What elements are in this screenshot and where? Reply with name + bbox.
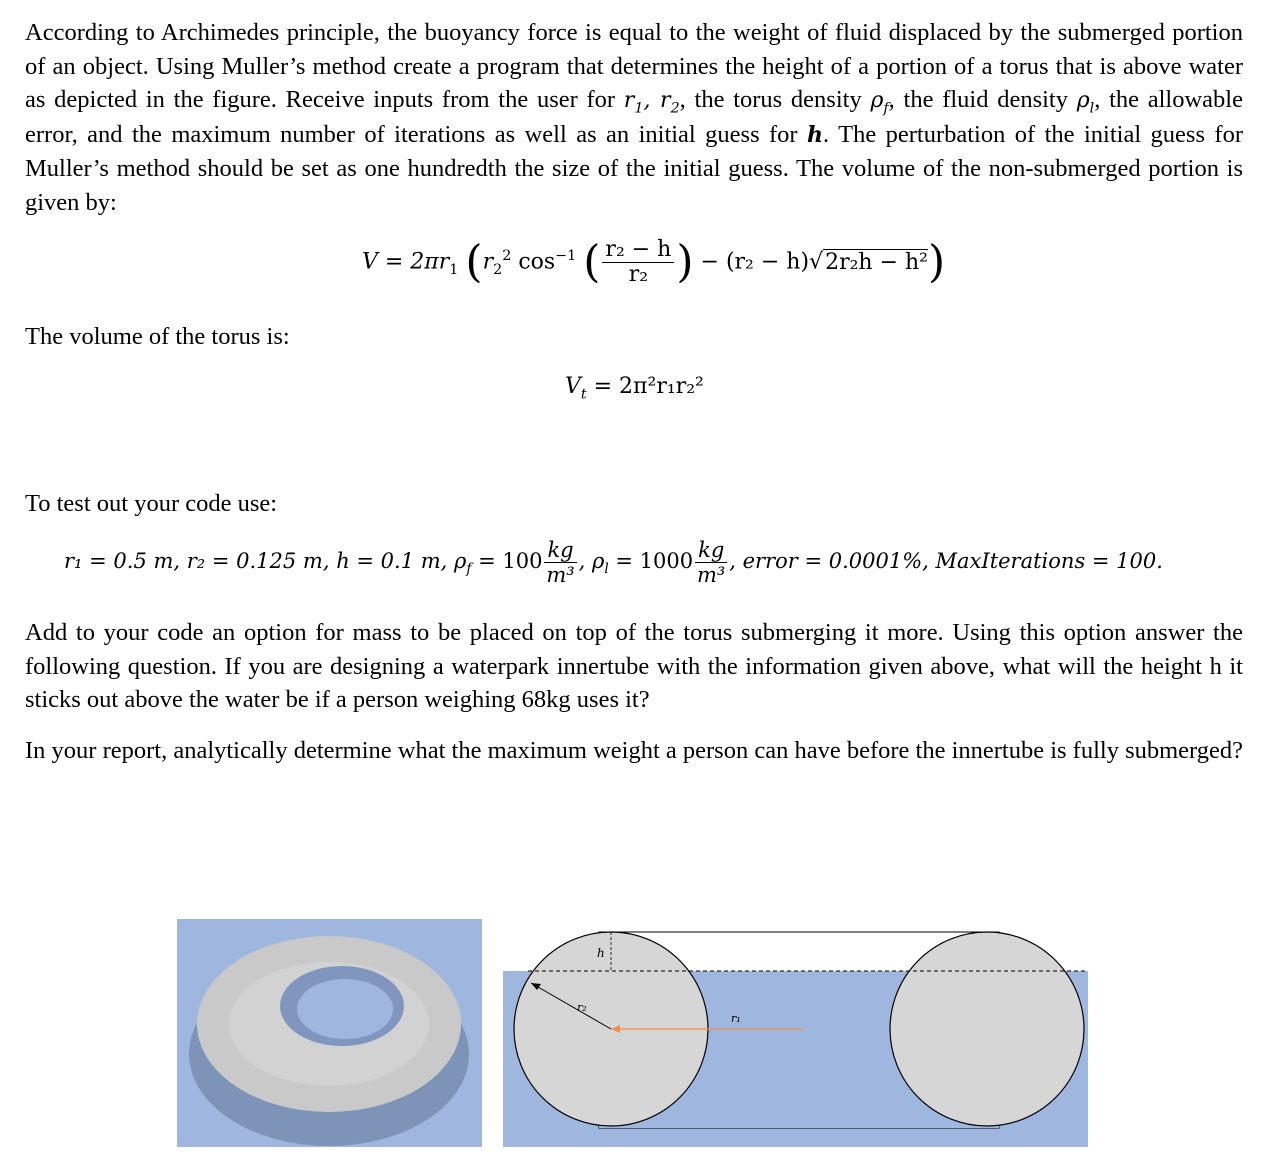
torus-volume-label: The volume of the torus is:	[25, 323, 290, 350]
report-paragraph: In your report, analytically determine what the maximum weight a person can have before the innertube is fully submerged?	[25, 737, 1244, 764]
label-r2: r₂	[577, 1001, 587, 1014]
label-h: h	[597, 946, 605, 960]
torus-cross-section-figure	[503, 919, 1088, 1147]
formula-torus-volume: $V_t = 2\pi^2r_1r_2^2$	[565, 374, 704, 403]
test-values: r₁ = 0.5 m, r₂ = 0.125 m, h = 0.1 m, $\rho_f = 100$ $\frac{kg}{\text{m³}}$ , $\rho_l = 1000$ $\frac{kg}{\text{m³}}$ , error = 0.0001%, MaxIterations = 100.	[64, 538, 1163, 587]
formula-nonsubmerged-volume: $V = 2\pi r_1$ ($r_2^2$ $\cos^{-1}$ ( $\frac{\text{r₂ − h}}{\text{r₂}}$ ) − (r₂ − h)√2r₂h − h²)	[362, 236, 946, 288]
label-r1: r₁	[731, 1012, 741, 1025]
right-cross-section	[890, 932, 1084, 1126]
torus-3d-figure	[177, 919, 482, 1147]
torus-hole-inner	[297, 979, 393, 1039]
intro-paragraph: According to Archimedes principle, the buoyancy force is equal to the weight of fluid displaced by the submerged portion of an object. Using Muller’s method create a program that determines the height of a portion of a torus that is above water as depicted in the figure. Receive inputs from the user for $r_1$, $r_2$, the torus density $\rho_f$, the fluid density $\rho_l$, the allowable error, and the maximum number of iterations as well as an initial guess for h. The perturbation of the initial guess for Muller’s method should be set as one hundredth the size of the initial guess. The volume of the non-submerged portion is given by:	[25, 19, 1243, 216]
mass-paragraph: Add to your code an option for mass to be placed on top of the torus submerging it more. Using this option answer the following question. If you are designing a waterpark innertube with the information given above, what will the height h it sticks out above the water be if a person weighing 68kg uses it?	[25, 619, 1243, 713]
test-label: To test out your code use:	[25, 490, 278, 517]
